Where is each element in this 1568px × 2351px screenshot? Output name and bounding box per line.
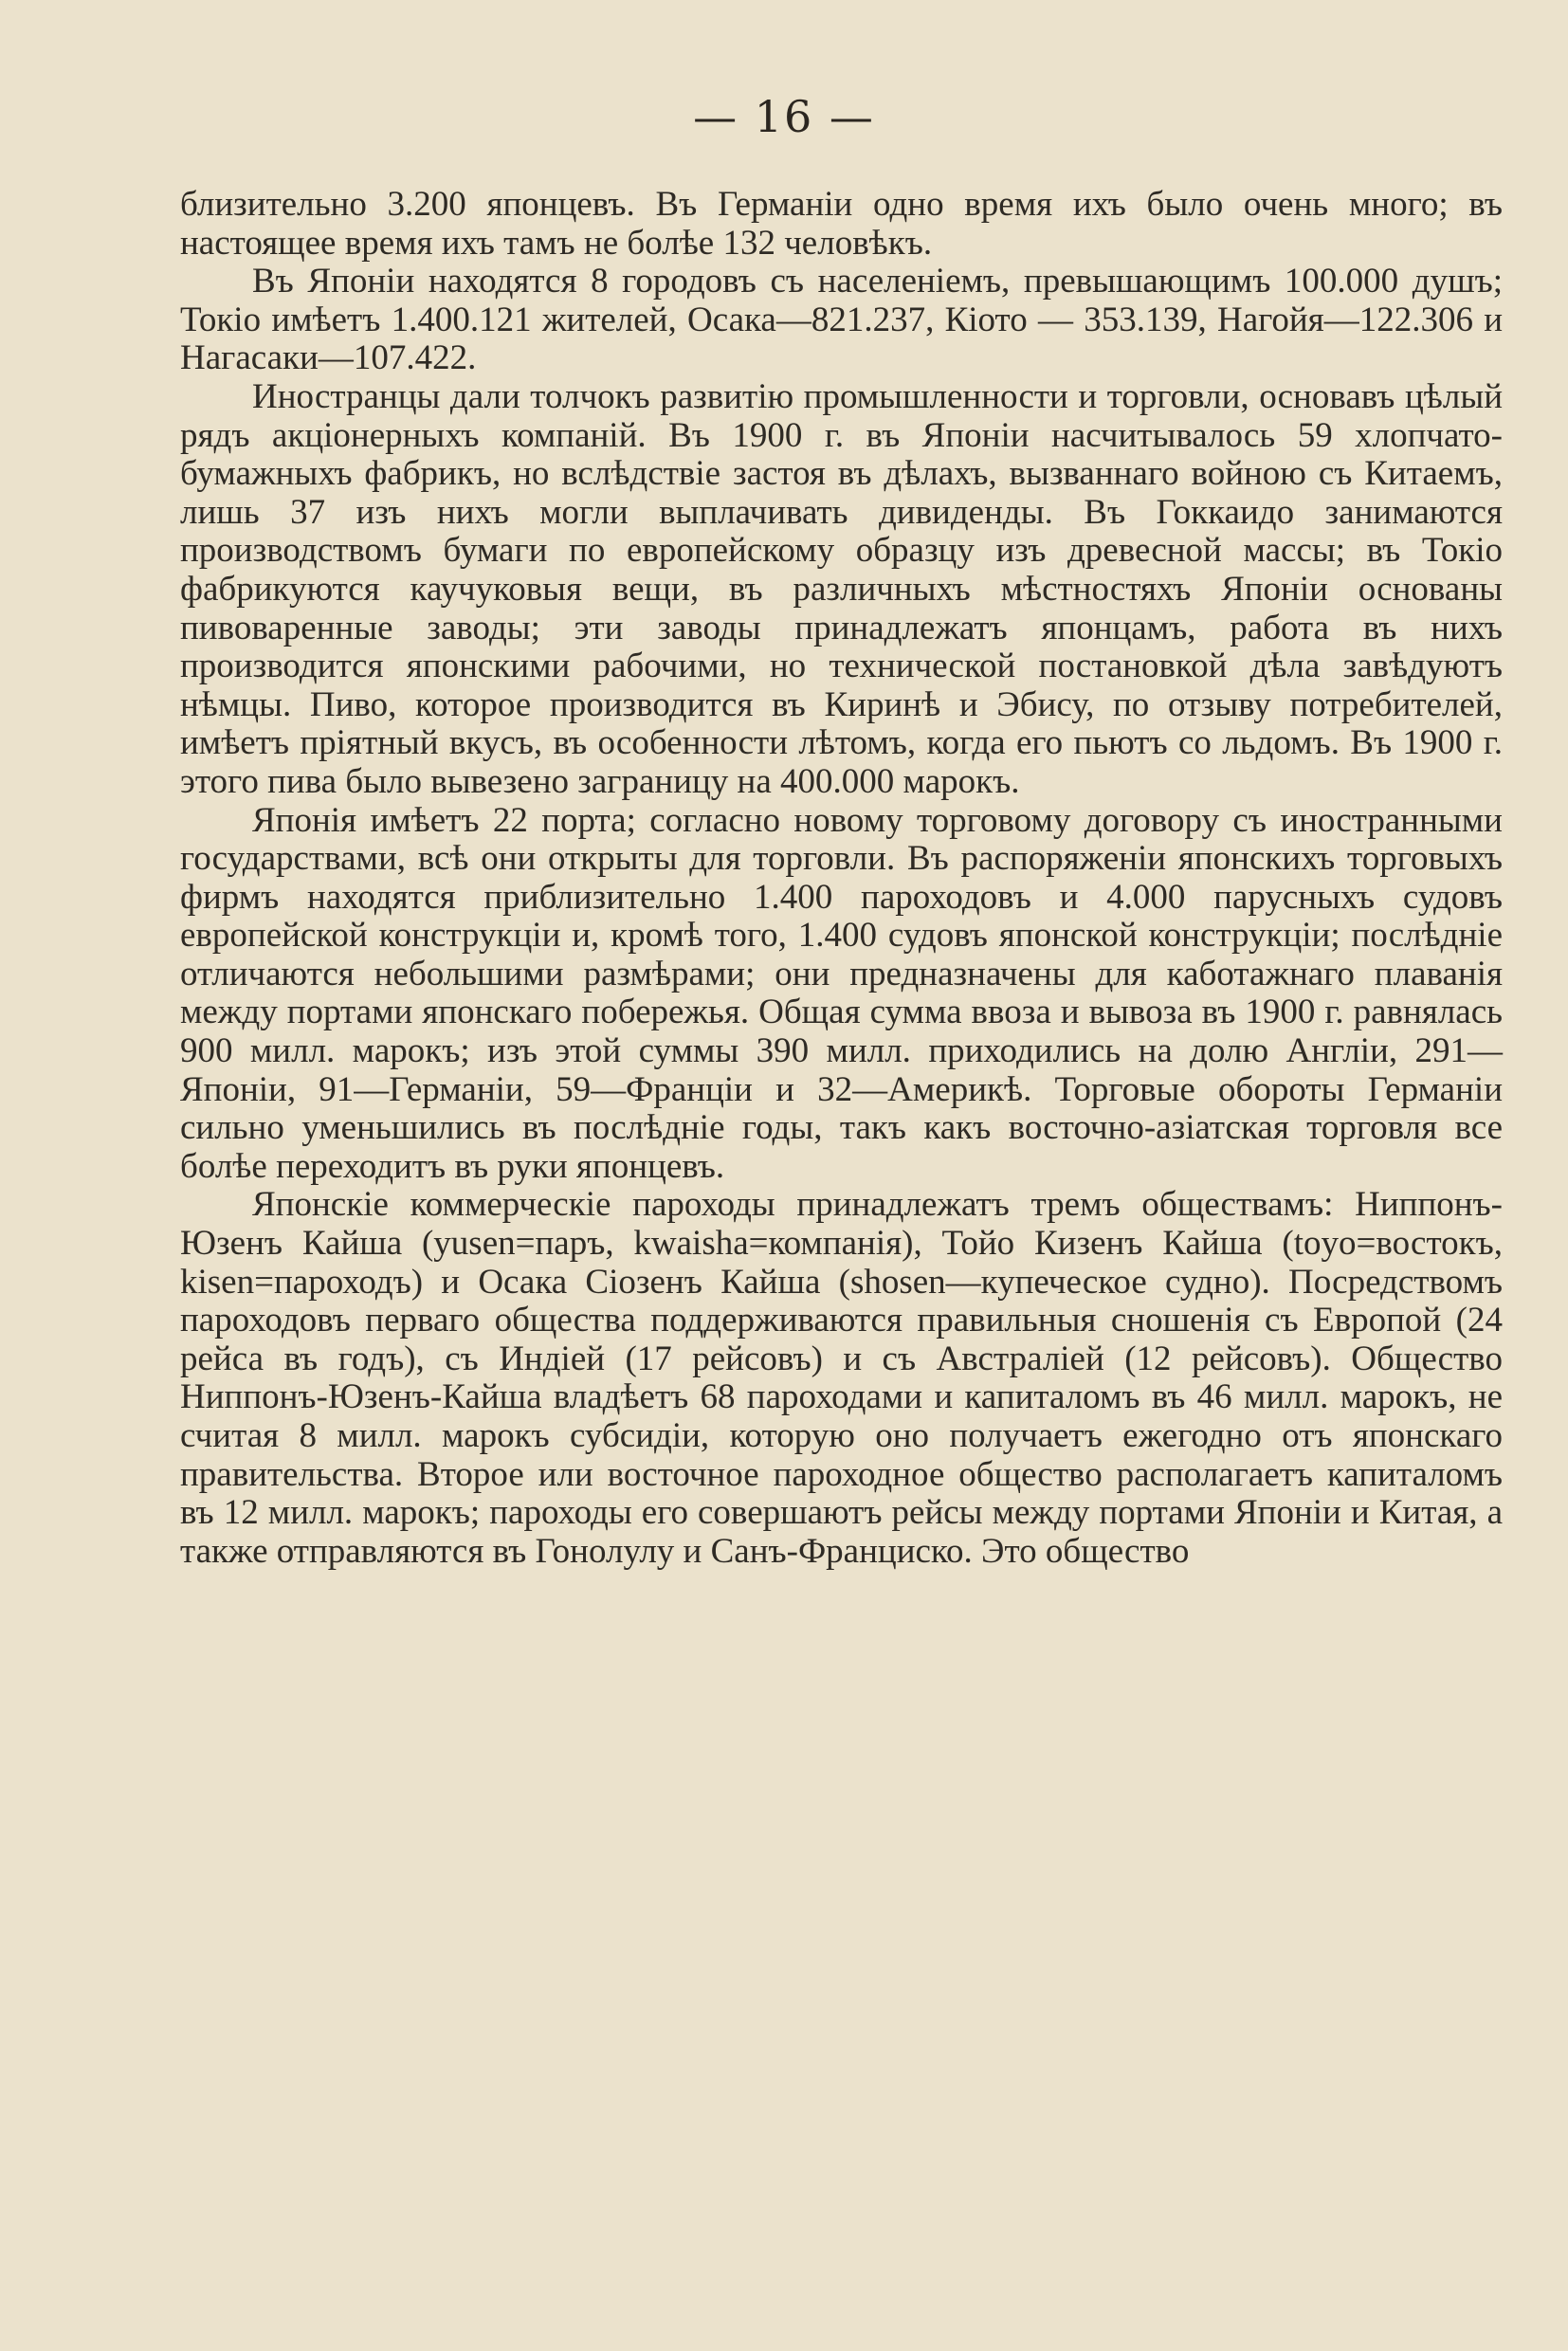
page-number: — 16 —: [693, 91, 875, 142]
paragraph: близительно 3.200 японцевъ. Въ Германіи одно время ихъ было очень много; въ настоящее время ихъ тамъ не болѣе 132 человѣкъ.: [180, 185, 1503, 263]
paragraph: Японія имѣетъ 22 порта; согласно новому торговому договору съ иностранными государствами, всѣ они открыты для торговли. Въ распоряженіи японскихъ торговыхъ фирмъ находятся приблизительно 1.400 пароходовъ и 4.000 парусныхъ судовъ европейской конструкціи и, кромѣ того, 1.400 судовъ японской конструкціи; послѣдніе отличаются небольшими размѣрами; они предназначены для каботажнаго плаванія между портами японскаго побережья. Общая сумма ввоза и вывоза въ 1900 г. равнялась 900 милл. марокъ; изъ этой суммы 390 милл. приходились на долю Англіи, 291—Японіи, 91—Германіи, 59—Франціи и 32—Америкѣ. Торговые обороты Германіи сильно уменьшились въ послѣдніе годы, такъ какъ восточно-азіатская торговля все болѣе переходитъ въ руки японцевъ.: [180, 800, 1503, 1186]
paragraph: Японскіе коммерческіе пароходы принадлежатъ тремъ обществамъ: Ниппонъ-Юзенъ Кайша (yusen=паръ, kwaisha=компанія), Тойо Кизенъ Кайша (toyo=востокъ, kisen=пароходъ) и Осака Сіозенъ Кайша (shosen—купеческое судно). Посредствомъ пароходовъ перваго общества поддерживаются правильныя сношенія съ Европой (24 рейса въ годъ), съ Индіей (17 рейсовъ) и съ Австраліей (12 рейсовъ). Общество Ниппонъ-Юзенъ-Кайша владѣетъ 68 пароходами и капиталомъ въ 46 милл. марокъ, не считая 8 милл. марокъ субсидіи, которую оно получаетъ ежегодно отъ японскаго правительства. Второе или восточное пароходное общество располагаетъ капиталомъ въ 12 милл. марокъ; пароходы его совершаютъ рейсы между портами Японіи и Китая, а также отправляются въ Гонолулу и Санъ-Франциско. Это общество: [180, 1185, 1503, 1571]
paragraph: Въ Японіи находятся 8 городовъ съ населеніемъ, превышающимъ 100.000 душъ; Токіо имѣетъ 1.400.121 жителей, Осака—821.237, Кіото — 353.139, Нагойя—122.306 и Нагасаки—107.422.: [180, 262, 1503, 378]
paragraph: Иностранцы дали толчокъ развитію промышленности и торговли, основавъ цѣлый рядъ акціонерныхъ компаній. Въ 1900 г. въ Японіи насчитывалось 59 хлопчато-бумажныхъ фабрикъ, но вслѣдствіе застоя въ дѣлахъ, вызваннаго войною съ Китаемъ, лишь 37 изъ нихъ могли выплачивать дивиденды. Въ Гоккаидо занимаются производствомъ бумаги по европейскому образцу изъ древесной массы; въ Токіо фабрикуются каучуковыя вещи, въ различныхъ мѣстностяхъ Японіи основаны пивоваренные заводы; эти заводы принадлежатъ японцамъ, работа въ нихъ производится японскими рабочими, но технической постановкой дѣла завѣдуютъ нѣмцы. Пиво, которое производится въ Киринѣ и Эбису, по отзыву потребителей, имѣетъ пріятный вкусъ, въ особенности лѣтомъ, когда его пьютъ со льдомъ. Въ 1900 г. этого пива было вывезено заграницу на 400.000 марокъ.: [180, 376, 1503, 801]
body-text: [180, 186, 1503, 1571]
